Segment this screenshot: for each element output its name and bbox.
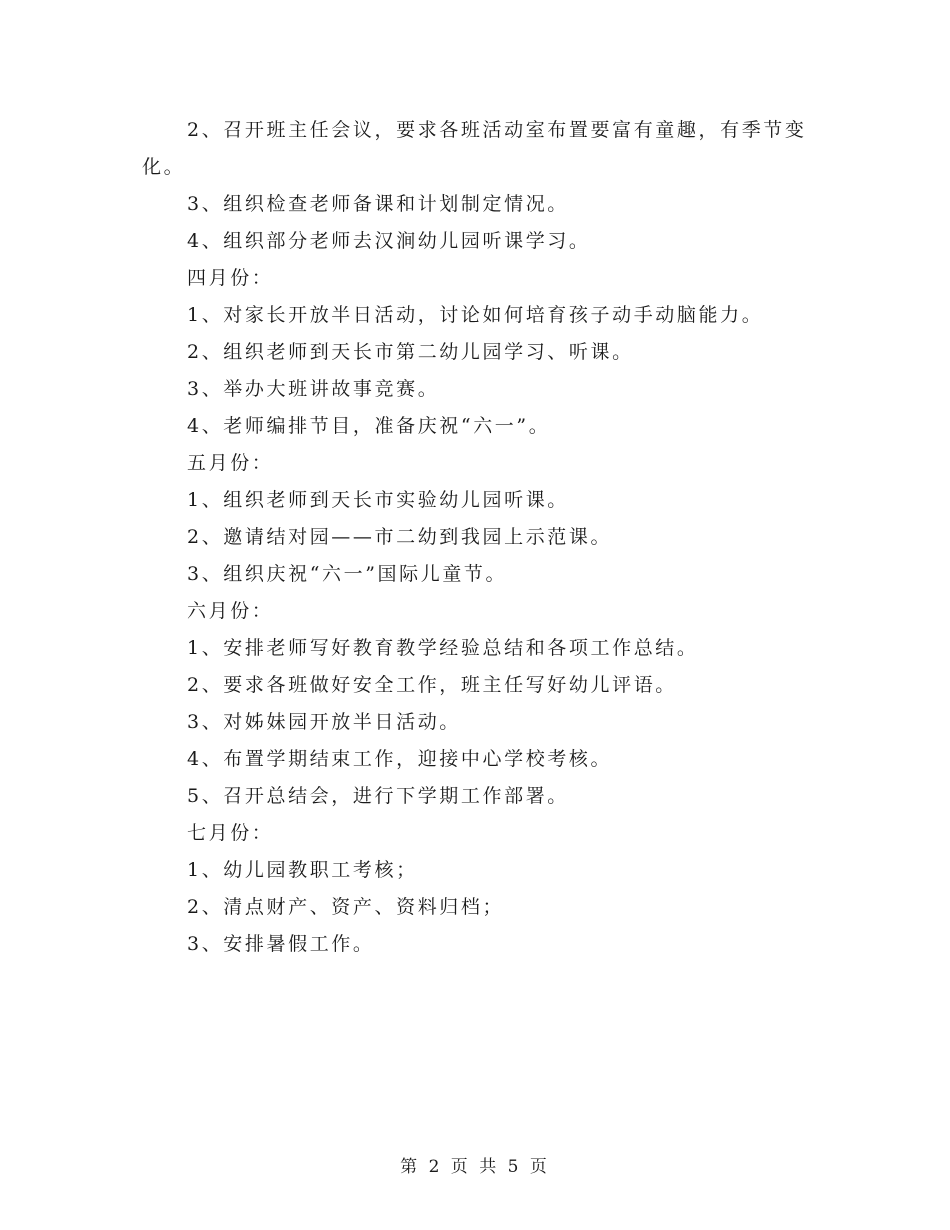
paragraph: 2、清点财产、资产、资料归档； xyxy=(187,896,505,918)
paragraph: 1、组织老师到天长市实验幼儿园听课。 xyxy=(187,489,569,511)
paragraph: 3、安排暑假工作。 xyxy=(187,933,375,955)
paragraph: 5、召开总结会，进行下学期工作部署。 xyxy=(187,785,569,807)
paragraph: 2、邀请结对园——市二幼到我园上示范课。 xyxy=(187,526,613,548)
paragraph: 4、组织部分老师去汉涧幼儿园听课学习。 xyxy=(187,230,591,252)
paragraph: 1、幼儿园教职工考核； xyxy=(187,859,418,881)
section-heading: 四月份： xyxy=(187,267,274,289)
paragraph: 3、组织检查老师备课和计划制定情况。 xyxy=(187,193,569,215)
paragraph: 3、举办大班讲故事竞赛。 xyxy=(187,378,440,400)
document-body xyxy=(142,112,822,963)
page-number-footer: 第 2 页 共 5 页 xyxy=(400,1157,550,1177)
paragraph: 1、安排老师写好教育教学经验总结和各项工作总结。 xyxy=(187,637,699,659)
paragraph: 3、对姊妹园开放半日活动。 xyxy=(187,711,461,733)
section-heading: 六月份： xyxy=(187,600,274,622)
section-heading: 五月份： xyxy=(187,452,274,474)
paragraph: 4、布置学期结束工作，迎接中心学校考核。 xyxy=(187,748,613,770)
paragraph: 2、组织老师到天长市第二幼儿园学习、听课。 xyxy=(187,341,634,363)
section-heading: 七月份： xyxy=(187,822,274,844)
paragraph: 4、老师编排节目，准备庆祝“六一”。 xyxy=(187,415,551,437)
paragraph: 2、召开班主任会议，要求各班活动室布置要富有童趣，有季节变化。 xyxy=(142,119,807,178)
paragraph: 1、对家长开放半日活动，讨论如何培育孩子动手动脑能力。 xyxy=(187,304,764,326)
paragraph: 3、组织庆祝“六一”国际儿童节。 xyxy=(187,563,508,585)
paragraph: 2、要求各班做好安全工作，班主任写好幼儿评语。 xyxy=(187,674,677,696)
